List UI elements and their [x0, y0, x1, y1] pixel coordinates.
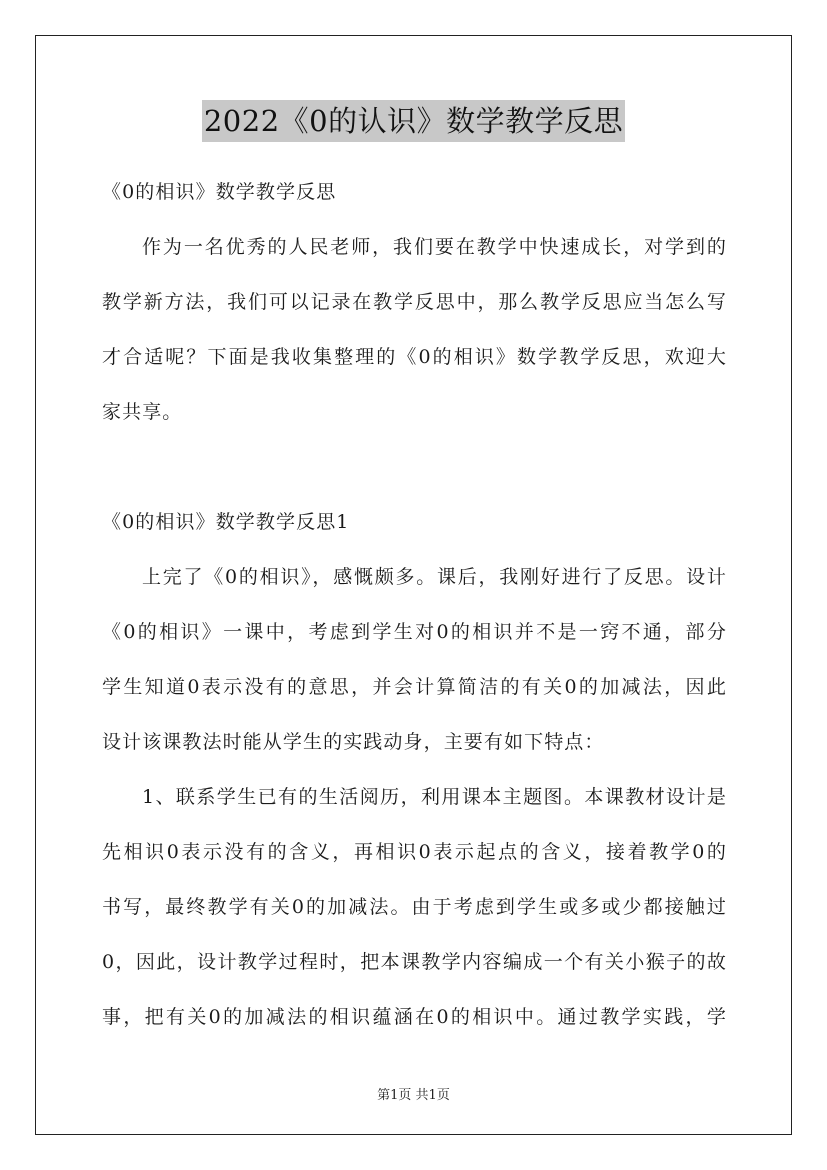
intro-line: 作为一名优秀的人民老师，我们要在教学中快速成长，对学到的 — [142, 236, 727, 258]
title-area — [0, 100, 827, 142]
document-title: 2022《0的认识》数学教学反思 — [202, 100, 625, 142]
paragraph-line: 事，把有关0的加减法的相识蕴涵在0的相识中。通过教学实践，学 — [102, 1006, 727, 1028]
page-number: 第1页 共1页 — [377, 1088, 450, 1103]
paragraph-line: 设计该课教法时能从学生的实践动身，主要有如下特点： — [102, 731, 605, 753]
paragraph-line: 书写，最终教学有关0的加减法。由于考虑到学生或多或少都接触过 — [102, 896, 727, 918]
paragraph-line: 先相识0表示没有的含义，再相识0表示起点的含义，接着教学0的 — [102, 841, 727, 863]
subtitle: 《0的相识》数学教学反思 — [102, 181, 337, 203]
paragraph-line: 1、联系学生已有的生活阅历，利用课本主题图。本课教材设计是 — [142, 786, 727, 808]
paragraph-line: 《0的相识》一课中，考虑到学生对0的相识并不是一窍不通，部分 — [102, 621, 727, 643]
paragraph-line: 学生知道0表示没有的意思，并会计算简洁的有关0的加减法，因此 — [102, 676, 727, 698]
intro-line: 才合适呢？下面是我收集整理的《0的相识》数学教学反思，欢迎大 — [102, 346, 727, 368]
section-heading: 《0的相识》数学教学反思1 — [102, 511, 350, 533]
document-body — [102, 165, 727, 1045]
paragraph-line: 0，因此，设计教学过程时，把本课教学内容编成一个有关小猴子的故 — [102, 951, 727, 973]
intro-line: 家共享。 — [102, 401, 183, 423]
paragraph-line: 上完了《0的相识》，感慨颇多。课后，我刚好进行了反思。设计 — [142, 566, 727, 588]
intro-line: 教学新方法，我们可以记录在教学反思中，那么教学反思应当怎么写 — [102, 291, 727, 313]
paragraph-gap — [102, 440, 727, 495]
